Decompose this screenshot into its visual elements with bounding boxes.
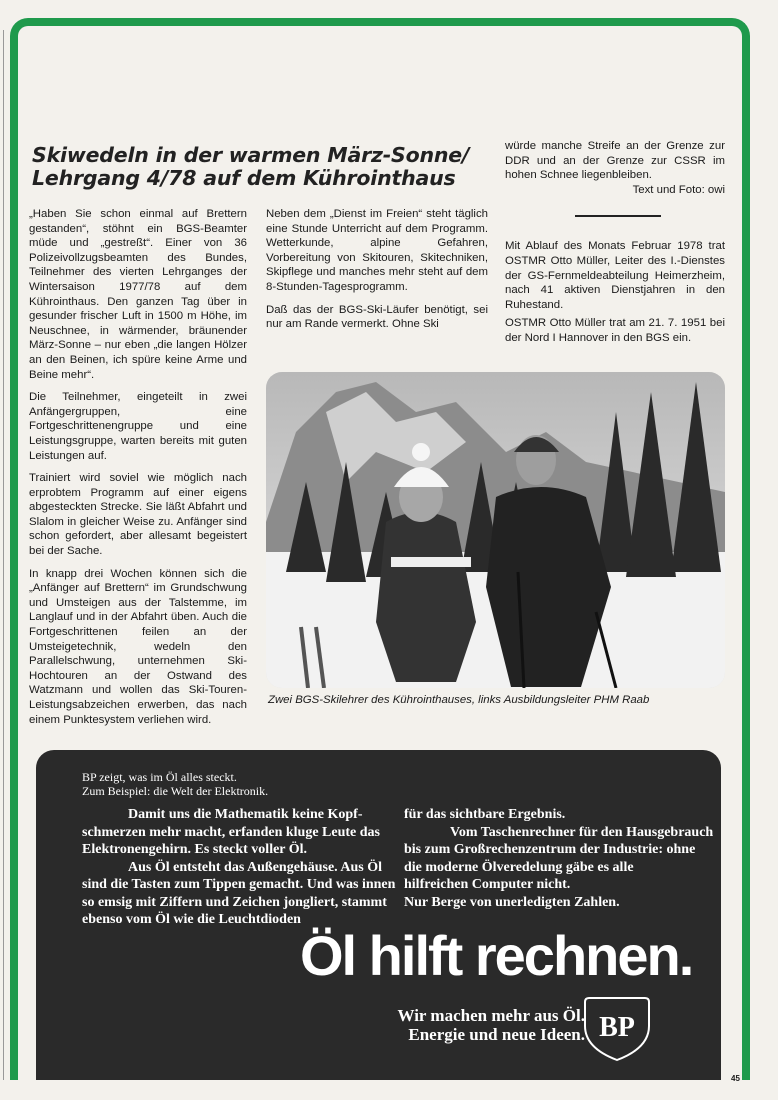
paragraph: Neben dem „Dienst im Freien“ steht täglich eine Stunde Unterricht auf dem Programm. Wetterkunde, alpine Gefahren, Vorbereitung von Skitouren, Skitechniken, Skipflege und manches mehr steht auf dem 8-Stunden-Tagesprogramm.: [266, 208, 488, 293]
paragraph: Trainiert wird soviel wie möglich nach erprobtem Programm auf einer eigens abgesteckten Strecke. Sie läßt Abfahrt und Slalom in gleicher Weise zu. Anfänger sind schon gefordert, aber allesamt begeistert bei der Sache.: [29, 472, 247, 558]
ad-slogan: Öl hilft rechnen.: [300, 924, 693, 987]
ad-line: die moderne Ölveredelung gäbe es alle: [404, 859, 634, 875]
notice-paragraph: OSTMR Otto Müller trat am 21. 7. 1951 bei der Nord I Hannover in den BGS ein.: [505, 317, 725, 344]
article-column-3: [505, 139, 725, 354]
bp-shield-logo: [581, 994, 653, 1062]
photo-caption: Zwei BGS-Skilehrer des Kührointhauses, links Ausbildungsleiter PHM Raab: [268, 694, 650, 706]
ad-line: Aus Öl entsteht das Außengehäuse. Aus Öl: [128, 859, 383, 875]
section-divider: [575, 215, 661, 217]
paragraph: Die Teilnehmer, eingeteilt in zwei Anfängergruppen, eine Fortgeschrittenengruppe und eine Leistungsgruppe, warten bereits mit guten Leistungen auf.: [29, 391, 247, 462]
ad-line: Elektronengehirn. Es steckt voller Öl.: [82, 842, 308, 857]
ad-line: so emsig mit Ziffern und Zeichen jongliert, stammt: [82, 894, 387, 910]
article-headline: [32, 144, 502, 190]
ad-line: Damit uns die Mathematik keine Kopf-: [128, 807, 363, 822]
ad-line: schmerzen mehr macht, erfanden kluge Leute das: [82, 824, 380, 840]
ad-body-right: [404, 806, 714, 911]
paragraph: würde manche Streife an der Grenze zur DDR und an der Grenze zur CSSR im hohen Schnee liegenbleiben.: [505, 140, 725, 182]
ad-kicker: [82, 770, 268, 798]
article-column-2: [266, 207, 488, 340]
bp-advertisement: [36, 750, 721, 1080]
ad-line: Nur Berge von unerledigten Zahlen.: [404, 894, 620, 910]
ad-line: Vom Taschenrechner für den Hausgebrauch: [450, 824, 714, 840]
ad-kicker-line: BP zeigt, was im Öl alles steckt.: [82, 770, 237, 784]
paragraph: „Haben Sie schon einmal auf Brettern gestanden“, stöhnt ein BGS-Beamter müde und „gestreßt“. Einer von 36 Polizeivollzugsbeamten des Bundes, Teilnehmer des vierten Lehrganges der Wintersaison 1977/78 auf dem Kührointhaus. Den ganzen Tag über in gesunder frischer Luft in 1500 m Höhe, im Neuschnee, in wärmender, bräunender März-Sonne – nur eben „die langen Hölzer an den Beinen, ich spüre keine Arme und Beine mehr“.: [29, 208, 247, 381]
ad-line: ebenso vom Öl wie die Leuchtdioden: [82, 912, 301, 927]
photo-illustration: [266, 372, 725, 688]
page-number: 45: [731, 1074, 740, 1083]
ad-kicker-line: Zum Beispiel: die Welt der Elektronik.: [82, 784, 269, 798]
ad-line: für das sichtbare Ergebnis.: [404, 807, 566, 822]
paragraph: In knapp drei Wochen können sich die „Anfänger auf Brettern“ im Grundschwung und Umsteigen aus der Talstemme, im Langlauf und in der Abfahrt üben. Auch die Fortgeschrittenen feilen an der Umsteigetechnik, wedeln den Parallelschwung, unternehmen Ski-Hochtouren an der Ostwand des Watzmann und wollen das Ski-Touren-Leistungsabzeichen erwerben, das nach einem Punktesystem verliehen wird.: [29, 567, 247, 726]
ad-tagline: [398, 1006, 585, 1044]
headline-line-1: Skiwedeln in der warmen März-Sonne/: [32, 143, 470, 167]
bp-logo-text: BP: [599, 1012, 635, 1043]
article-column-1: [29, 207, 247, 735]
byline: Text und Foto: owi: [632, 183, 725, 196]
ad-tagline-line: Energie und neue Ideen.: [408, 1025, 585, 1044]
headline-line-2: Lehrgang 4/78 auf dem Kührointhaus: [32, 166, 456, 190]
ad-line: hilfreichen Computer nicht.: [404, 877, 571, 892]
ad-line: sind die Tasten zum Tippen gemacht. Und was innen: [82, 877, 396, 892]
ad-tagline-line: Wir machen mehr aus Öl.: [397, 1006, 585, 1025]
notice-paragraph: Mit Ablauf des Monats Februar 1978 trat OSTMR Otto Müller, Leiter des I.-Dienstes der GS-Fernmeldeabteilung Heimerzheim, nach 41 aktiven Dienstjahren in den Ruhestand.: [505, 240, 725, 311]
ski-instructors-photo: [266, 372, 725, 688]
paragraph: Daß das der BGS-Ski-Läufer benötigt, sei nur am Rande vermerkt. Ohne Ski: [266, 303, 488, 331]
ad-body-left: [82, 806, 402, 929]
binder-line: [3, 30, 4, 1080]
ad-line: bis zum Großrechenzentrum der Industrie: ohne: [404, 842, 696, 857]
